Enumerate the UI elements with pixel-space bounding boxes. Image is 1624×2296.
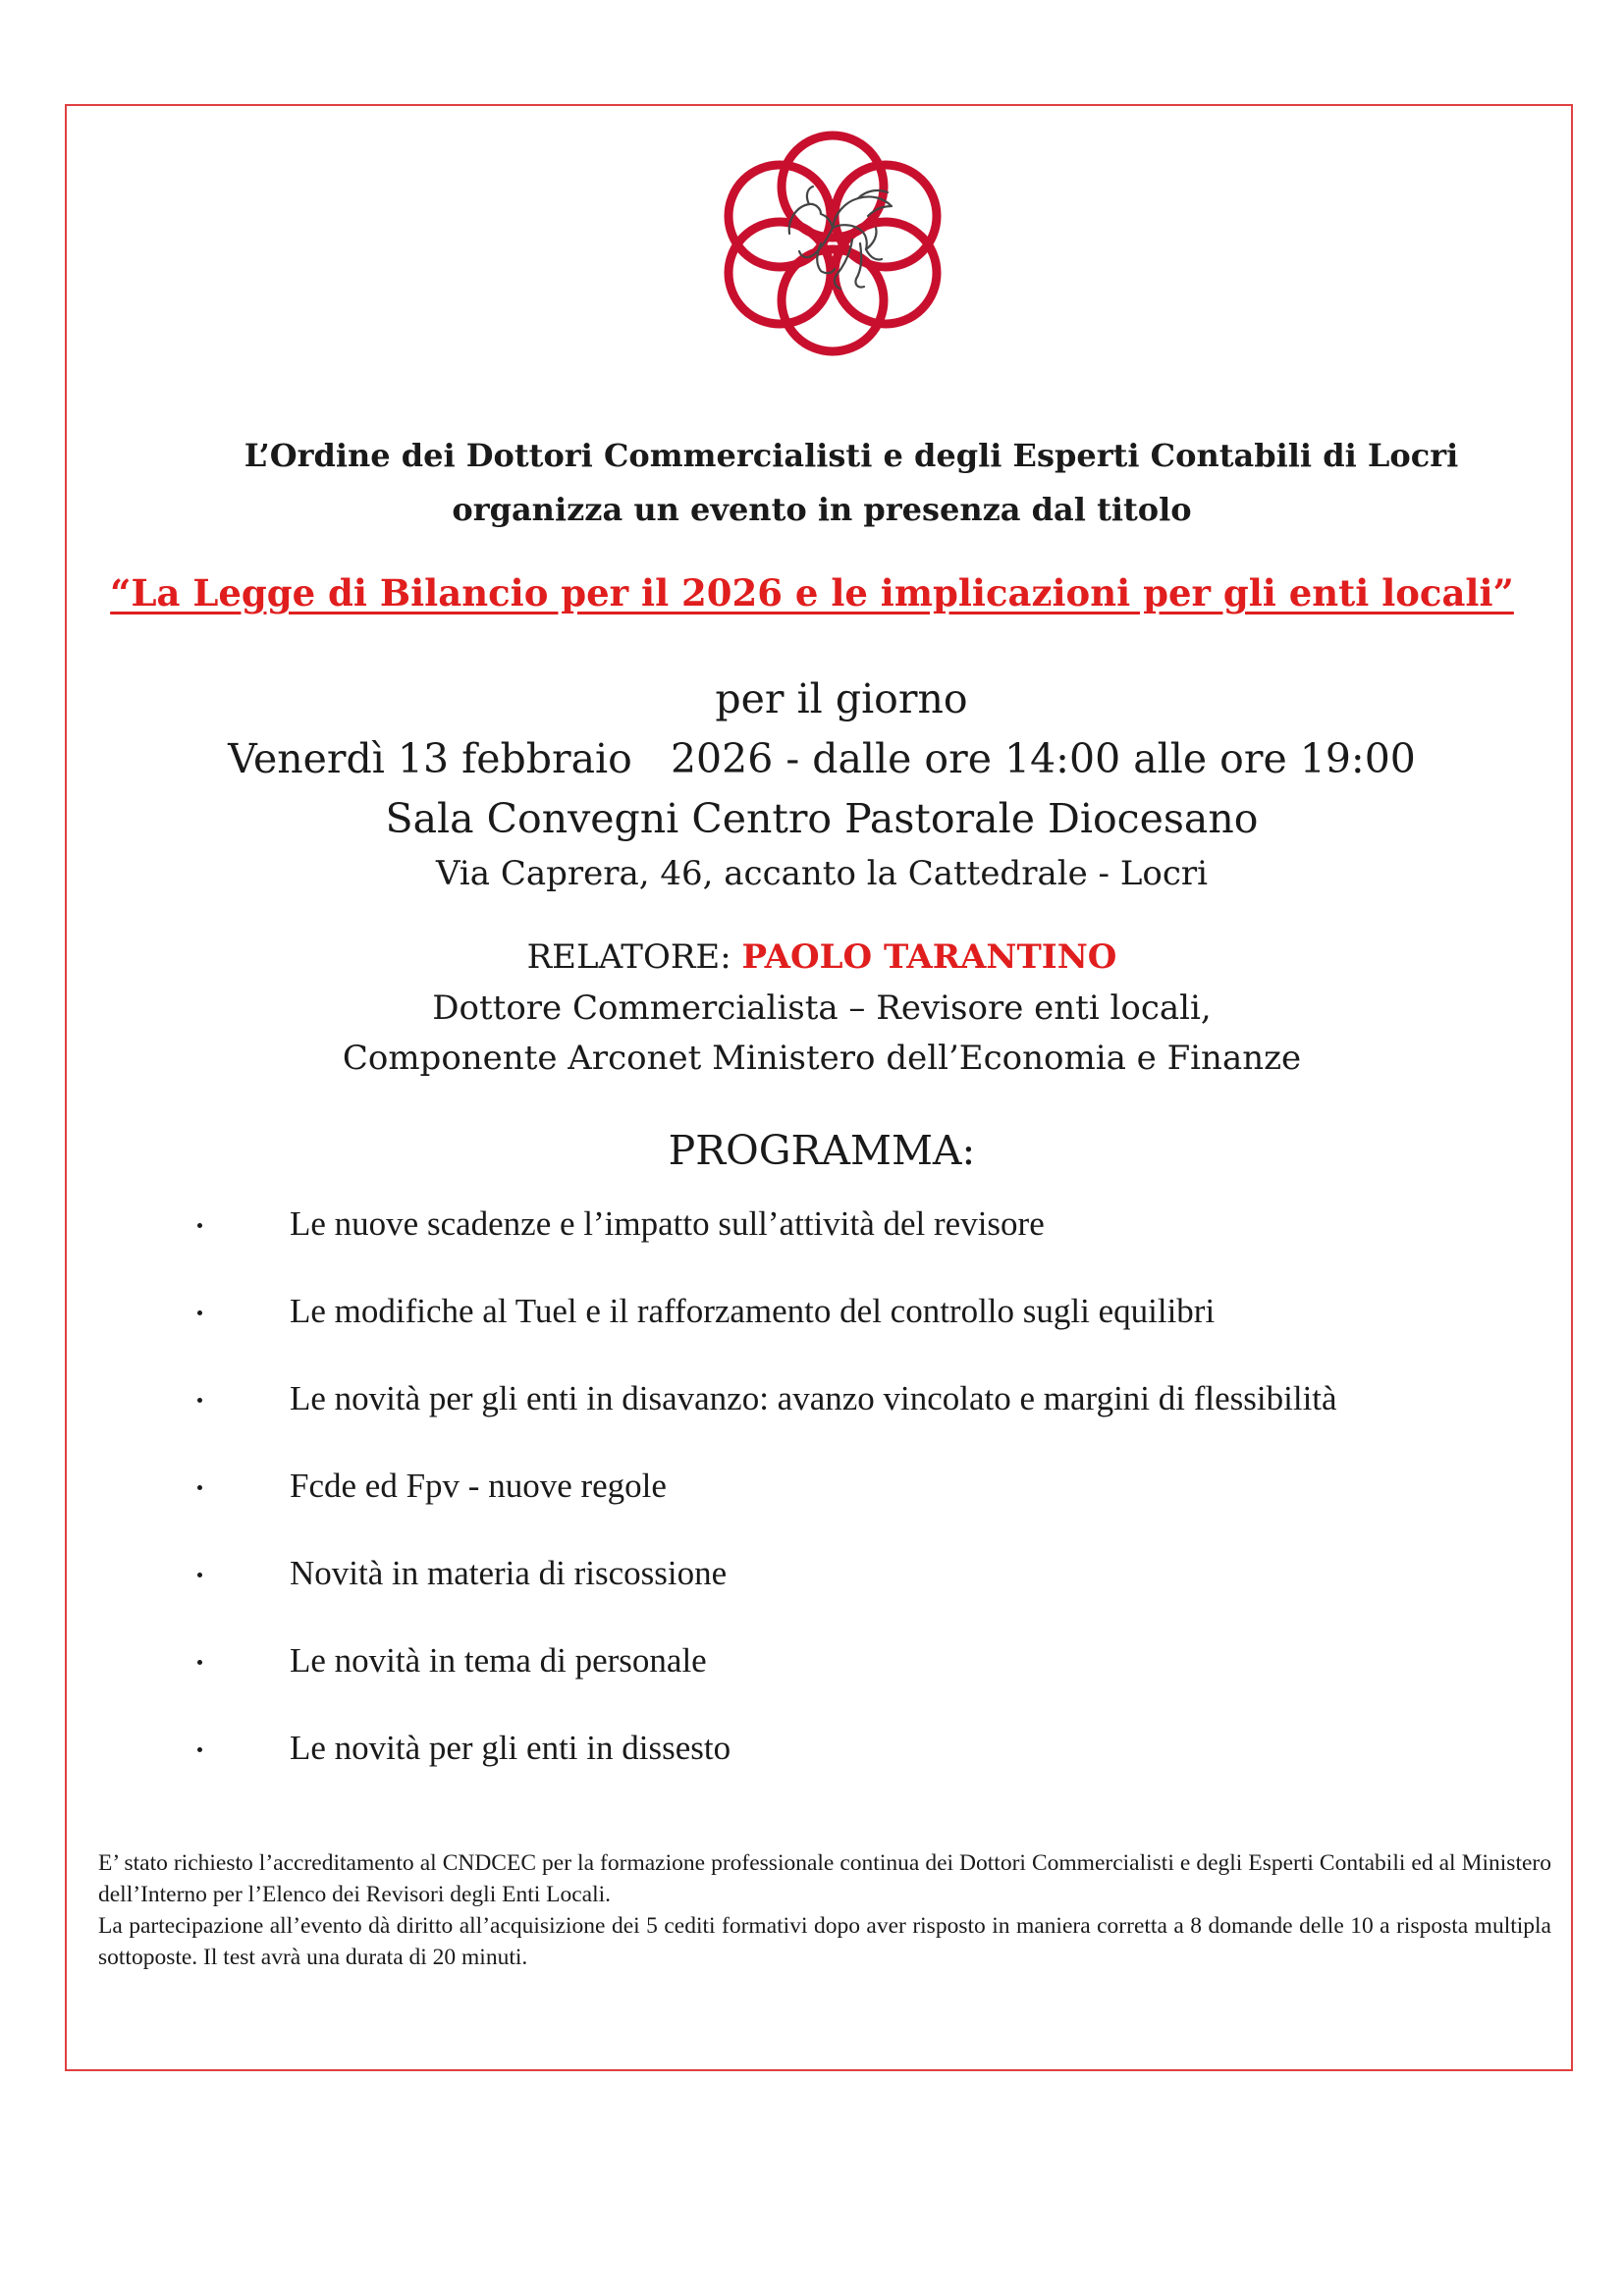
program-heading: PROGRAMMA: xyxy=(668,1127,976,1174)
program-list xyxy=(191,1203,1546,1815)
organizer-line: L’Ordine dei Dottori Commercialisti e degli Esperti Contabili di Locri xyxy=(244,437,1459,474)
credits-text: La partecipazione all’evento dà diritto all’acquisizione dei 5 cediti formativi dopo aver risposto in maniera corretta a 8 domande delle 10 a risposta multipla sottoposte. Il test avrà una durata di 20 minuti. xyxy=(98,1913,1551,1970)
list-item: Le novità in tema di personale xyxy=(191,1640,1546,1728)
bullet-icon xyxy=(197,1398,202,1403)
bullet-icon xyxy=(197,1310,202,1315)
speaker-name: PAOLO TARANTINO xyxy=(741,937,1117,977)
event-title: “La Legge di Bilancio per il 2026 e le implicazioni per gli enti locali” xyxy=(110,571,1514,614)
accreditation-note xyxy=(98,1847,1551,1973)
event-date: Venerdì 13 febbraio 2026 - dalle ore 14:00 alle ore 19:00 xyxy=(228,735,1416,782)
speaker-line xyxy=(10,937,1624,977)
list-item: Le modifiche al Tuel e il rafforzamento del controllo sugli equilibri xyxy=(191,1291,1546,1378)
list-item: Le nuove scadenze e l’impatto sull’attività del revisore xyxy=(191,1203,1546,1291)
list-item: Le novità per gli enti in dissesto xyxy=(191,1728,1546,1815)
bullet-icon xyxy=(197,1223,202,1228)
intro-line: organizza un evento in presenza dal titolo xyxy=(452,491,1192,528)
bullet-icon xyxy=(197,1485,202,1490)
bullet-icon xyxy=(197,1573,202,1577)
accreditation-text: E’ stato richiesto l’accreditamento al CNDCEC per la formazione professionale continua dei Dottori Commercialisti e degli Esperti Contabili ed al Ministero dell’Interno per l’Elenco dei Revisori degli Enti Locali. xyxy=(98,1850,1551,1907)
speaker-role: Dottore Commercialista – Revisore enti locali, xyxy=(432,988,1212,1028)
day-label: per il giorno xyxy=(715,675,968,722)
bullet-icon xyxy=(197,1660,202,1665)
event-address: Via Caprera, 46, accanto la Cattedrale - Locri xyxy=(435,854,1209,893)
bullet-icon xyxy=(197,1747,202,1752)
list-item: Fcde ed Fpv - nuove regole xyxy=(191,1466,1546,1553)
speaker-label: RELATORE: xyxy=(526,937,742,977)
list-item: Le novità per gli enti in disavanzo: avanzo vincolato e margini di flessibilità xyxy=(191,1378,1546,1466)
event-venue: Sala Convegni Centro Pastorale Diocesano xyxy=(385,795,1259,842)
speaker-affiliation: Componente Arconet Ministero dell’Economia e Finanze xyxy=(342,1039,1302,1078)
order-logo-icon xyxy=(719,126,947,361)
list-item: Novità in materia di riscossione xyxy=(191,1553,1546,1640)
